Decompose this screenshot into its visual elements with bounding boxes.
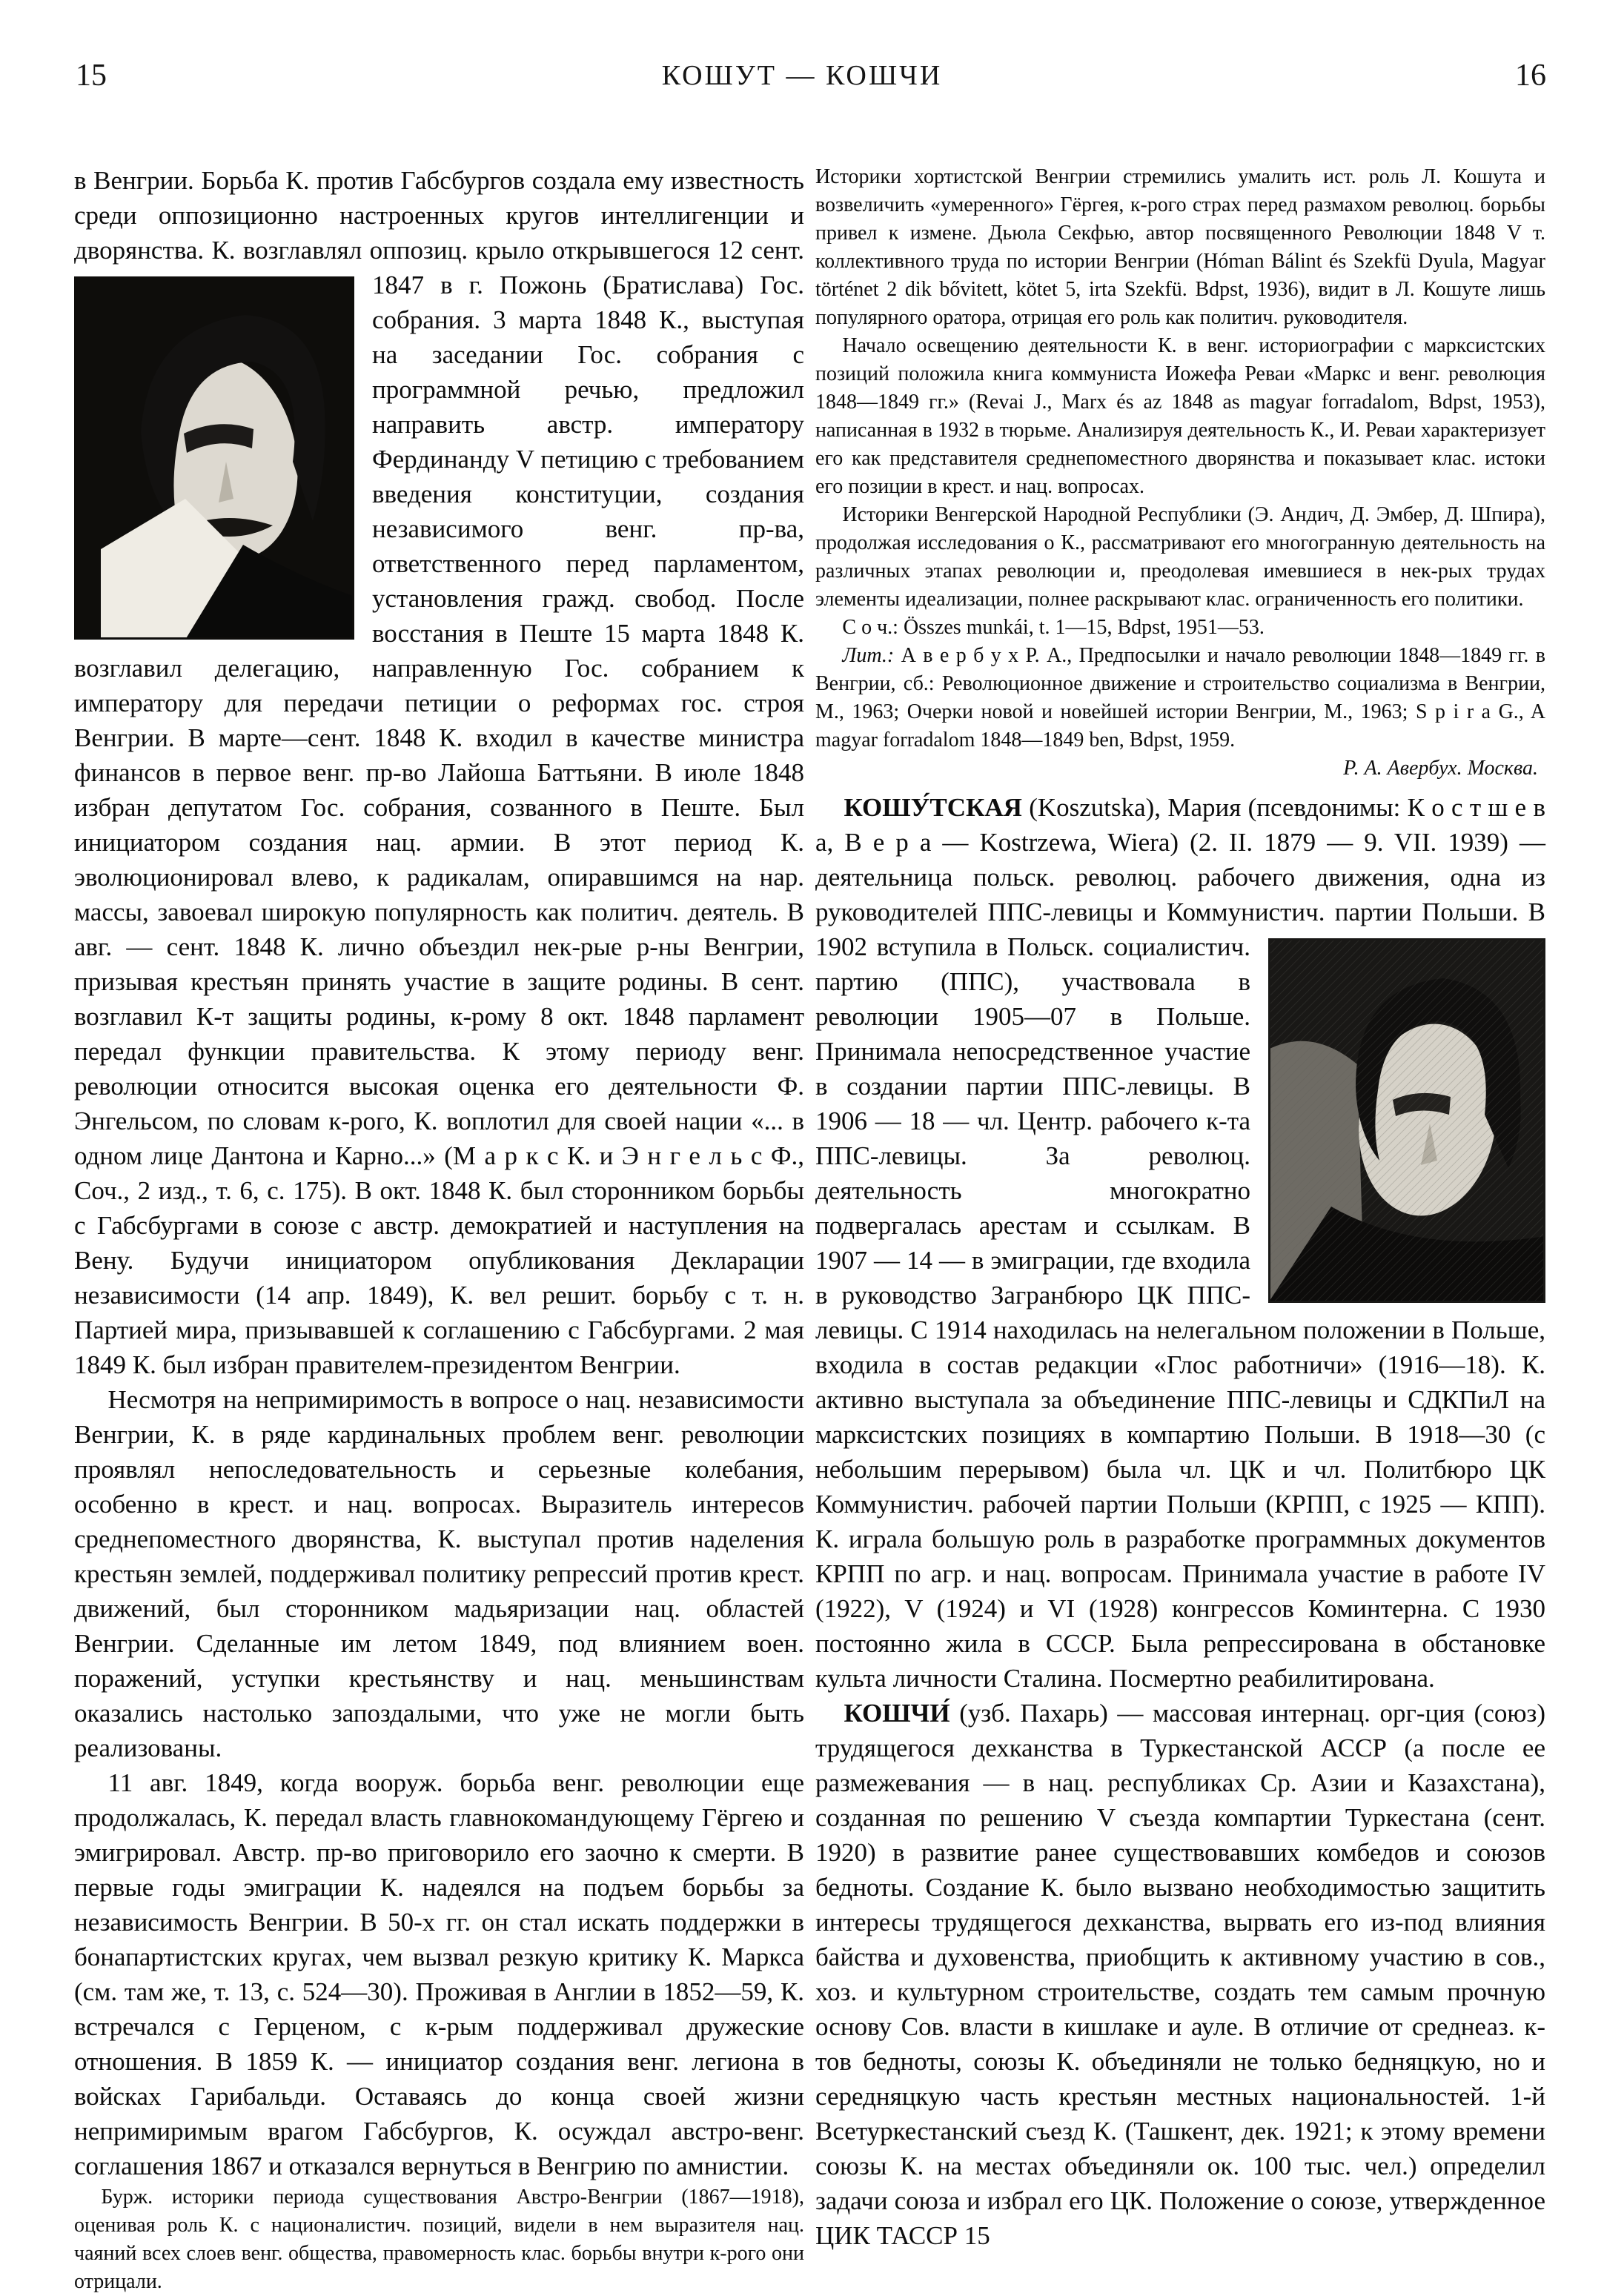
koszutska-entry bbox=[815, 790, 1545, 1696]
koshchi-entry bbox=[815, 1696, 1545, 2253]
text-run: Пожонь (Братислава) Гос. собрания. 3 марта 1848 К., выступая на заседании Гос. собрания с программной речью, предложил направить австр. императору Фердинанду V петицию с требованием введения конституции, создания независимого венг. пр-ва, ответственного перед парламентом, установления гражд. свобод. После восстания в Пеште 15 марта 1848 К. возглавил делегацию, направленную Гос. собранием к императору для передачи петиции о реформах гос. строя Венгрии. В марте—сент. 1848 К. входил в качестве министра финансов в первое венг. пр-во Лайоша Баттьяни. В июле 1848 избран депутатом Гос. собрания, созванного в Пеште. Был инициатором создания нац. армии. В этот период К. эволюционировал влево, к радикалам, опиравшимся на нар. массы, завоевал широкую популярность как политич. деятель. В авг. — сент. 1848 К. лично объездил нек-рые р-ны Венгрии, призывая крестьян принять участие в защите родины. В сент. возглавил К-т защиты родины, к-рому 8 окт. 1848 парламент передал функции правительства. К этому периоду венг. революции относится высокая оценка его деятельности Ф. Энгельсом, по словам к-рого, К. воплотил для своей нации «... в одном лице Дантона и Карно...» (М а р к с К. и Э н г е л ь с Ф., Соч., 2 изд., т. 6, с. 175). В окт. 1848 К. был сторонником борьбы с Габсбургами в союзе с австр. демократией и наступления на Вену. Будучи инициатором опубликования Декларации независимости (14 апр. 1849), К. вел решит. борьбу с т. н. Партией мира, призывавшей к соглашению с Габсбургами. 2 мая 1849 К. был избран правителем-президентом Венгрии. bbox=[74, 271, 804, 1379]
text-run: (Koszutska), Мария (псевдонимы: К о с т ш е в а, В е р а — Kostrzewa, Wiera) (2. II. 1879 — 9. VII. 1939) — деятельница польск. революц. рабочего движения, одна из руководителей ППС-левицы и Коммунистич. партии bbox=[815, 793, 1545, 926]
kossuth-portrait bbox=[74, 276, 354, 640]
kossuth-paragraph-3: 11 авг. 1849, когда вооруж. борьба венг. революции еще продолжалась, К. передал власть главнокомандующему Гёргею и эмигрировал. Австр. пр-во приговорило его заочно к смерти. В первые годы эмиграции К. надеялся на подъем борьбы за независимость Венгрии. В 50-х гг. он стал искать поддержки в бонапартистских кругах, чем вызвал резкую критику К. Маркса (см. там же, т. 13, с. 524—30). Проживая в Англии в 1852—59, К. встречался с Герценом, с к-рым поддерживал дружеские отношения. В 1859 К. — инициатор создания венг. легиона в войсках Гарибальди. Оставаясь до конца своей жизни непримиримым врагом Габсбургов, К. осуждал австро-венг. соглашения 1867 и отказался вернуться в Венгрию по амнистии. bbox=[74, 1768, 804, 2180]
works-line bbox=[815, 614, 1545, 642]
kossuth-historiography-small-print bbox=[815, 163, 1545, 783]
right-column-entries bbox=[815, 790, 1545, 2253]
literature-text: А в е р б у х Р. А., Предпосылки и начало революции 1848—1849 гг. в Венгрии, сб.: Революционное движение и строительство социализма в Венгрии, М., 1963; Очерки новой и новейшей истории Венгрии, М., 1963; S p i r a G., A magyar forradalom 1848—1849 ben, Bdpst, 1959. bbox=[815, 644, 1545, 751]
works-label: С о ч.: bbox=[842, 616, 904, 639]
literature-label: Лит.: bbox=[842, 644, 901, 667]
koszutska-portrait bbox=[1268, 938, 1545, 1303]
page-header bbox=[0, 58, 1604, 102]
historiography-paragraph-3: Историки Венгерской Народной Республики (Э. Андич, Д. Эмбер, Д. Шпира), продолжая исследования о К., рассматривают его многогранную деятельность на различных этапах революции и, преодолевая имевшиеся в нек-рых трудах элементы идеализации, полнее раскрывают клас. ограниченность его политики. bbox=[815, 503, 1545, 611]
koszutska-portrait-image bbox=[1268, 938, 1545, 1303]
literature-line bbox=[815, 642, 1545, 754]
text-run: в Венгрии. Борьба К. против Габсбургов создала ему известность среди оппозиционно настроенных кругов интеллигенции и дворянства. К. возглавлял оппозиц. крыло открывшегося 12 сент. 1847 в г. bbox=[74, 166, 804, 299]
koszutska-headword: КОШУ́ТСКАЯ bbox=[844, 793, 1030, 822]
works-text: Összes munkái, t. 1—15, Bdpst, 1951—53. bbox=[903, 616, 1265, 639]
text-run: (узб. Пахарь) — массовая интернац. орг-ция (союз) трудящегося дехканства в Туркестанской АССР (а после ее размежевания — в нац. республиках Ср. Азии и Казахстана), созданная по решению V съезда компартии Туркестана (сент. 1920) в развитие ранее существовавших комбедов и союзов бедноты. Создание К. было вызвано необходимостью защитить интересы трудящегося дехканства, вырвать его из-под влияния байства и духовенства, приобщить к активному участию в сов., хоз. и культурном строительстве, создать тем самым прочную основу Сов. власти в кишлаке и ауле. В отличие от среднеаз. к-тов бедноты, союзы К. объединяли не только бедняцкую, но и середняцкую часть крестьян местных национальностей. 1-й Всетуркестанский съезд К. (Ташкент, дек. 1921; к этому времени союзы К. на местах объединяли ок. 100 тыс. чел.) определил задачи союза и избрал его ЦК. Положение о союзе, утвержденное ЦИК ТАССР 15 bbox=[815, 1699, 1545, 2250]
koshchi-headword: КОШЧИ́ bbox=[844, 1699, 960, 1728]
kossuth-paragraph-continuation bbox=[74, 163, 804, 1382]
kossuth-historiography-note: Бурж. историки периода существования Австро-Венгрии (1867—1918), оценивая роль К. с националистич. позиций, видели в нем выразителя нац. чаяний всех слоев венг. общества, правомерность клас. борьбы внутри к-рого они отрицали. bbox=[74, 2186, 804, 2293]
running-title: КОШУТ — КОШЧИ bbox=[661, 60, 943, 91]
page-number-right: 16 bbox=[1515, 59, 1546, 93]
author-signature: Р. А. Авербух. Москва. bbox=[1343, 757, 1538, 780]
text-run: Польши. В 1902 вступила в Польск. социалистич. партию (ППС), участвовала в революции 1905—07 в Польше. Принимала непосредственное участие в создании партии ППС-левицы. В 1906 — 18 — чл. Центр. рабочего к-та ППС-левицы. За революц. деятельность многократно подвергалась арестам и ссылкам. В 1907 — 14 — в эмиграции, где входила в руководство Загранбюро ЦК ППС-левицы. С 1914 находилась на нелегальном положении в Польше, входила в состав редакции «Глос работничи» (1916—18). К. активно выступала за объединение ППС-левицы и СДКПиЛ на марксистских позициях в компартию Польши. В 1918—30 (с небольшим перерывом) была чл. ЦК и чл. Политбюро ЦК Коммунистич. рабочей партии Польши (КРПП, с 1925 — КПП). К. играла большую роль в разработке программных документов КРПП по агр. и нац. вопросам. Принимала участие в работе IV (1922), V (1924) и VI (1928) конгрессов Коминтерна. С 1930 постоянно жила в СССР. Была репрессирована в обстановке культа личности Сталина. Посмертно реабилитирована. bbox=[815, 898, 1545, 1693]
kossuth-portrait-image bbox=[74, 276, 354, 640]
kossuth-paragraph-2: Несмотря на непримиримость в вопросе о нац. независимости Венгрии, К. в ряде кардинальных проблем венг. революции проявлял непоследовательность и серьезные колебания, особенно в крест. и нац. вопросах. Выразитель интересов среднепоместного дворянства, К. выступал против наделения крестьян землей, поддерживал политику репрессий против крест. движений, был сторонником мадьяризации нац. областей Венгрии. Сделанные им летом 1849, под влиянием воен. поражений, уступки крестьянству и нац. меньшинствам оказались настолько запоздалыми, что уже не могли быть реализованы. bbox=[74, 1385, 804, 1762]
page-number-left: 15 bbox=[76, 59, 107, 93]
historiography-paragraph-1: Историки хортистской Венгрии стремились умалить ист. роль Л. Кошута и возвеличить «умеренного» Гёргея, к-рого страх перед размахом революц. борьбы привел к измене. Дьюла Секфью, автор посвященного Революции 1848 V т. коллективного труда по истории Венгрии (Hóman Bálint és Szekfü Dyula, Magyar történet 2 dik bővitett, kötet 5, irta Szekfü. Bdpst, 1936), видит в Л. Кошуте лишь популярного оратора, отрицая его роль как политич. руководителя. bbox=[815, 165, 1545, 329]
historiography-paragraph-2: Начало освещению деятельности К. в венг. историографии с марксистских позиций положила книга коммуниста Иожефа Реваи «Маркс и венг. революция 1848—1849 гг.» (Revai J., Marx és az 1848 as magyar forradalom, Bdpst, 1953), написанная в 1932 в тюрьме. Анализируя деятельность К., И. Реваи характеризует его как представителя среднепоместного дворянства и показывает клас. истоки его позиции в крест. и нац. вопросах. bbox=[815, 334, 1545, 498]
right-column bbox=[815, 163, 1545, 2253]
left-column bbox=[74, 163, 804, 2296]
